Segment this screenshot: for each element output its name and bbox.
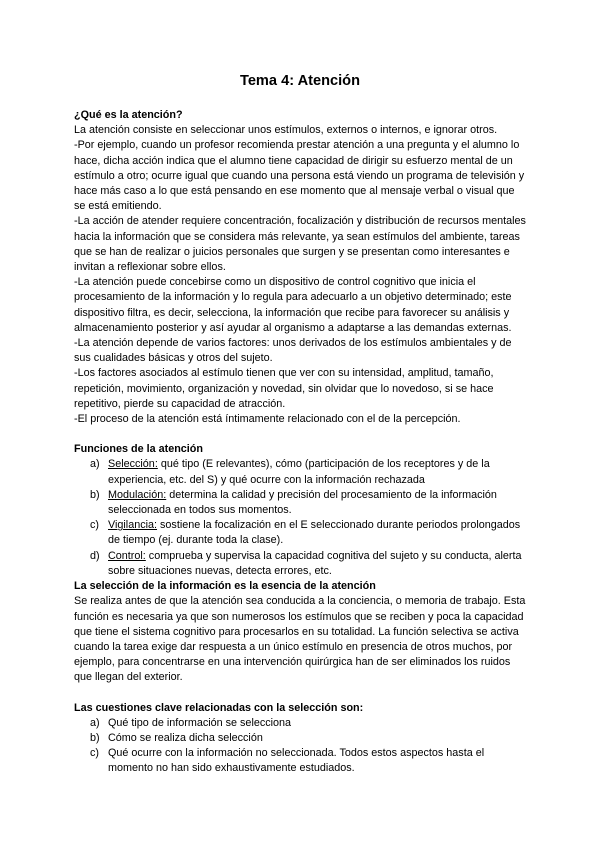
list-marker: c) — [90, 747, 99, 760]
list-marker: b) — [90, 488, 100, 501]
list-term: Control: — [108, 549, 146, 562]
funciones-list — [74, 457, 526, 579]
section-heading: La selección de la información es la esencia de la atención — [74, 580, 376, 593]
section-funciones — [74, 442, 526, 579]
section-heading: Funciones de la atención — [74, 443, 203, 456]
paragraph: -La atención puede concebirse como un dispositivo de control cognitivo que inicia el procesamiento de la información y lo regula para adecuarlo a un objetivo determinado; este dispositivo filtra, es decir, selecciona, la información que recibe para favorecer su análisis y almacenamiento posterior y así ayudar al organismo a adaptarse a las demandas externas. — [74, 276, 512, 334]
cuestiones-list — [74, 716, 526, 777]
section-heading: ¿Qué es la atención? — [74, 109, 183, 121]
list-marker: c) — [90, 519, 99, 532]
paragraph: -La acción de atender requiere concentración, focalización y distribución de recursos mentales hacia la información que se considera más relevante, ya sean estímulos del ambiente, tareas que se han de realizar o juicios personales que surgen y se presentan como interesantes e invitan a reflexionar sobre ellos. — [74, 215, 526, 274]
spacer — [74, 686, 526, 701]
paragraph: Se realiza antes de que la atención sea conducida a la conciencia, o memoria de trabajo. Esta función es necesaria ya que son numerosos los estímulos que se reciben y poca la capacidad que tiene el sistema cognitivo para procesarlos en su totalidad. La función selectiva se activa cuando la tarea exige dar respuesta a un único estímulo en presencia de otros muchos, por ejemplo, para concentrarse en una intervención quirúrgica han de ser eliminados los ruidos que llegan del exterior. — [74, 595, 526, 684]
list-text: Qué tipo de información se selecciona — [108, 716, 292, 729]
paragraph: -El proceso de la atención está íntimamente relacionado con el de la percepción. — [74, 413, 461, 426]
list-term: Selección: — [108, 458, 158, 471]
paragraph: La atención consiste en seleccionar unos estímulos, externos o internos, e ignorar otros. — [74, 124, 498, 137]
list-term: Vigilancia: — [108, 519, 158, 532]
list-text: Qué ocurre con la información no seleccionada. Todos estos aspectos hasta el momento no han sido exhaustivamente estudiados. — [108, 747, 485, 775]
list-text: qué tipo (E relevantes), cómo (participación de los receptores y de la experiencia, etc. del S) y qué ocurre con la información rechazada — [108, 458, 490, 486]
list-item — [74, 746, 526, 776]
list-text: Cómo se realiza dicha selección — [108, 731, 263, 744]
list-marker: b) — [90, 731, 100, 744]
list-item — [74, 731, 526, 746]
list-text: comprueba y supervisa la capacidad cognitiva del sujeto y su conducta, alerta sobre situaciones nuevas, detecta errores, etc. — [108, 549, 522, 577]
list-term: Modulación: — [108, 488, 167, 501]
list-text: determina la calidad y precisión del procesamiento de la información seleccionada en todos sus momentos. — [108, 488, 497, 517]
list-item — [74, 716, 526, 731]
section-heading: Las cuestiones clave relacionadas con la selección son: — [74, 701, 364, 714]
section-que-es-la-atencion — [74, 108, 526, 427]
section-seleccion — [74, 579, 526, 685]
list-marker: a) — [90, 716, 100, 729]
list-item — [74, 457, 526, 487]
list-item — [74, 488, 526, 518]
list-item — [74, 549, 526, 579]
spacer — [74, 427, 526, 442]
section-cuestiones-clave — [74, 701, 526, 777]
list-marker: d) — [90, 549, 100, 562]
paragraph: -Por ejemplo, cuando un profesor recomienda prestar atención a una pregunta y el alumno lo hace, dicha acción indica que el alumno tiene capacidad de dirigir su esfuerzo mental de un estímulo a otro; ocurre igual que cuando una persona está viendo un programa de televisión y hace más caso a lo que está pensando en ese momento que al mensaje verbal o visual que se está emitiendo. — [74, 139, 525, 213]
document-page — [74, 72, 526, 777]
paragraph: -Los factores asociados al estímulo tienen que ver con su intensidad, amplitud, tamaño, repetición, movimiento, organización y novedad, sin olvidar que lo novedoso, si se hace repetitivo, pierde su capacidad de atracción. — [74, 367, 494, 410]
list-marker: a) — [90, 458, 100, 471]
list-item — [74, 518, 526, 548]
document-title: Tema 4: Atención — [239, 73, 360, 89]
list-text: sostiene la focalización en el E seleccionado durante periodos prolongados de tiempo (ej. durante toda la clase). — [108, 519, 521, 547]
paragraph: -La atención depende de varios factores: unos derivados de los estímulos ambientales y de sus cualidades básicas y otros del sujeto. — [74, 337, 512, 365]
